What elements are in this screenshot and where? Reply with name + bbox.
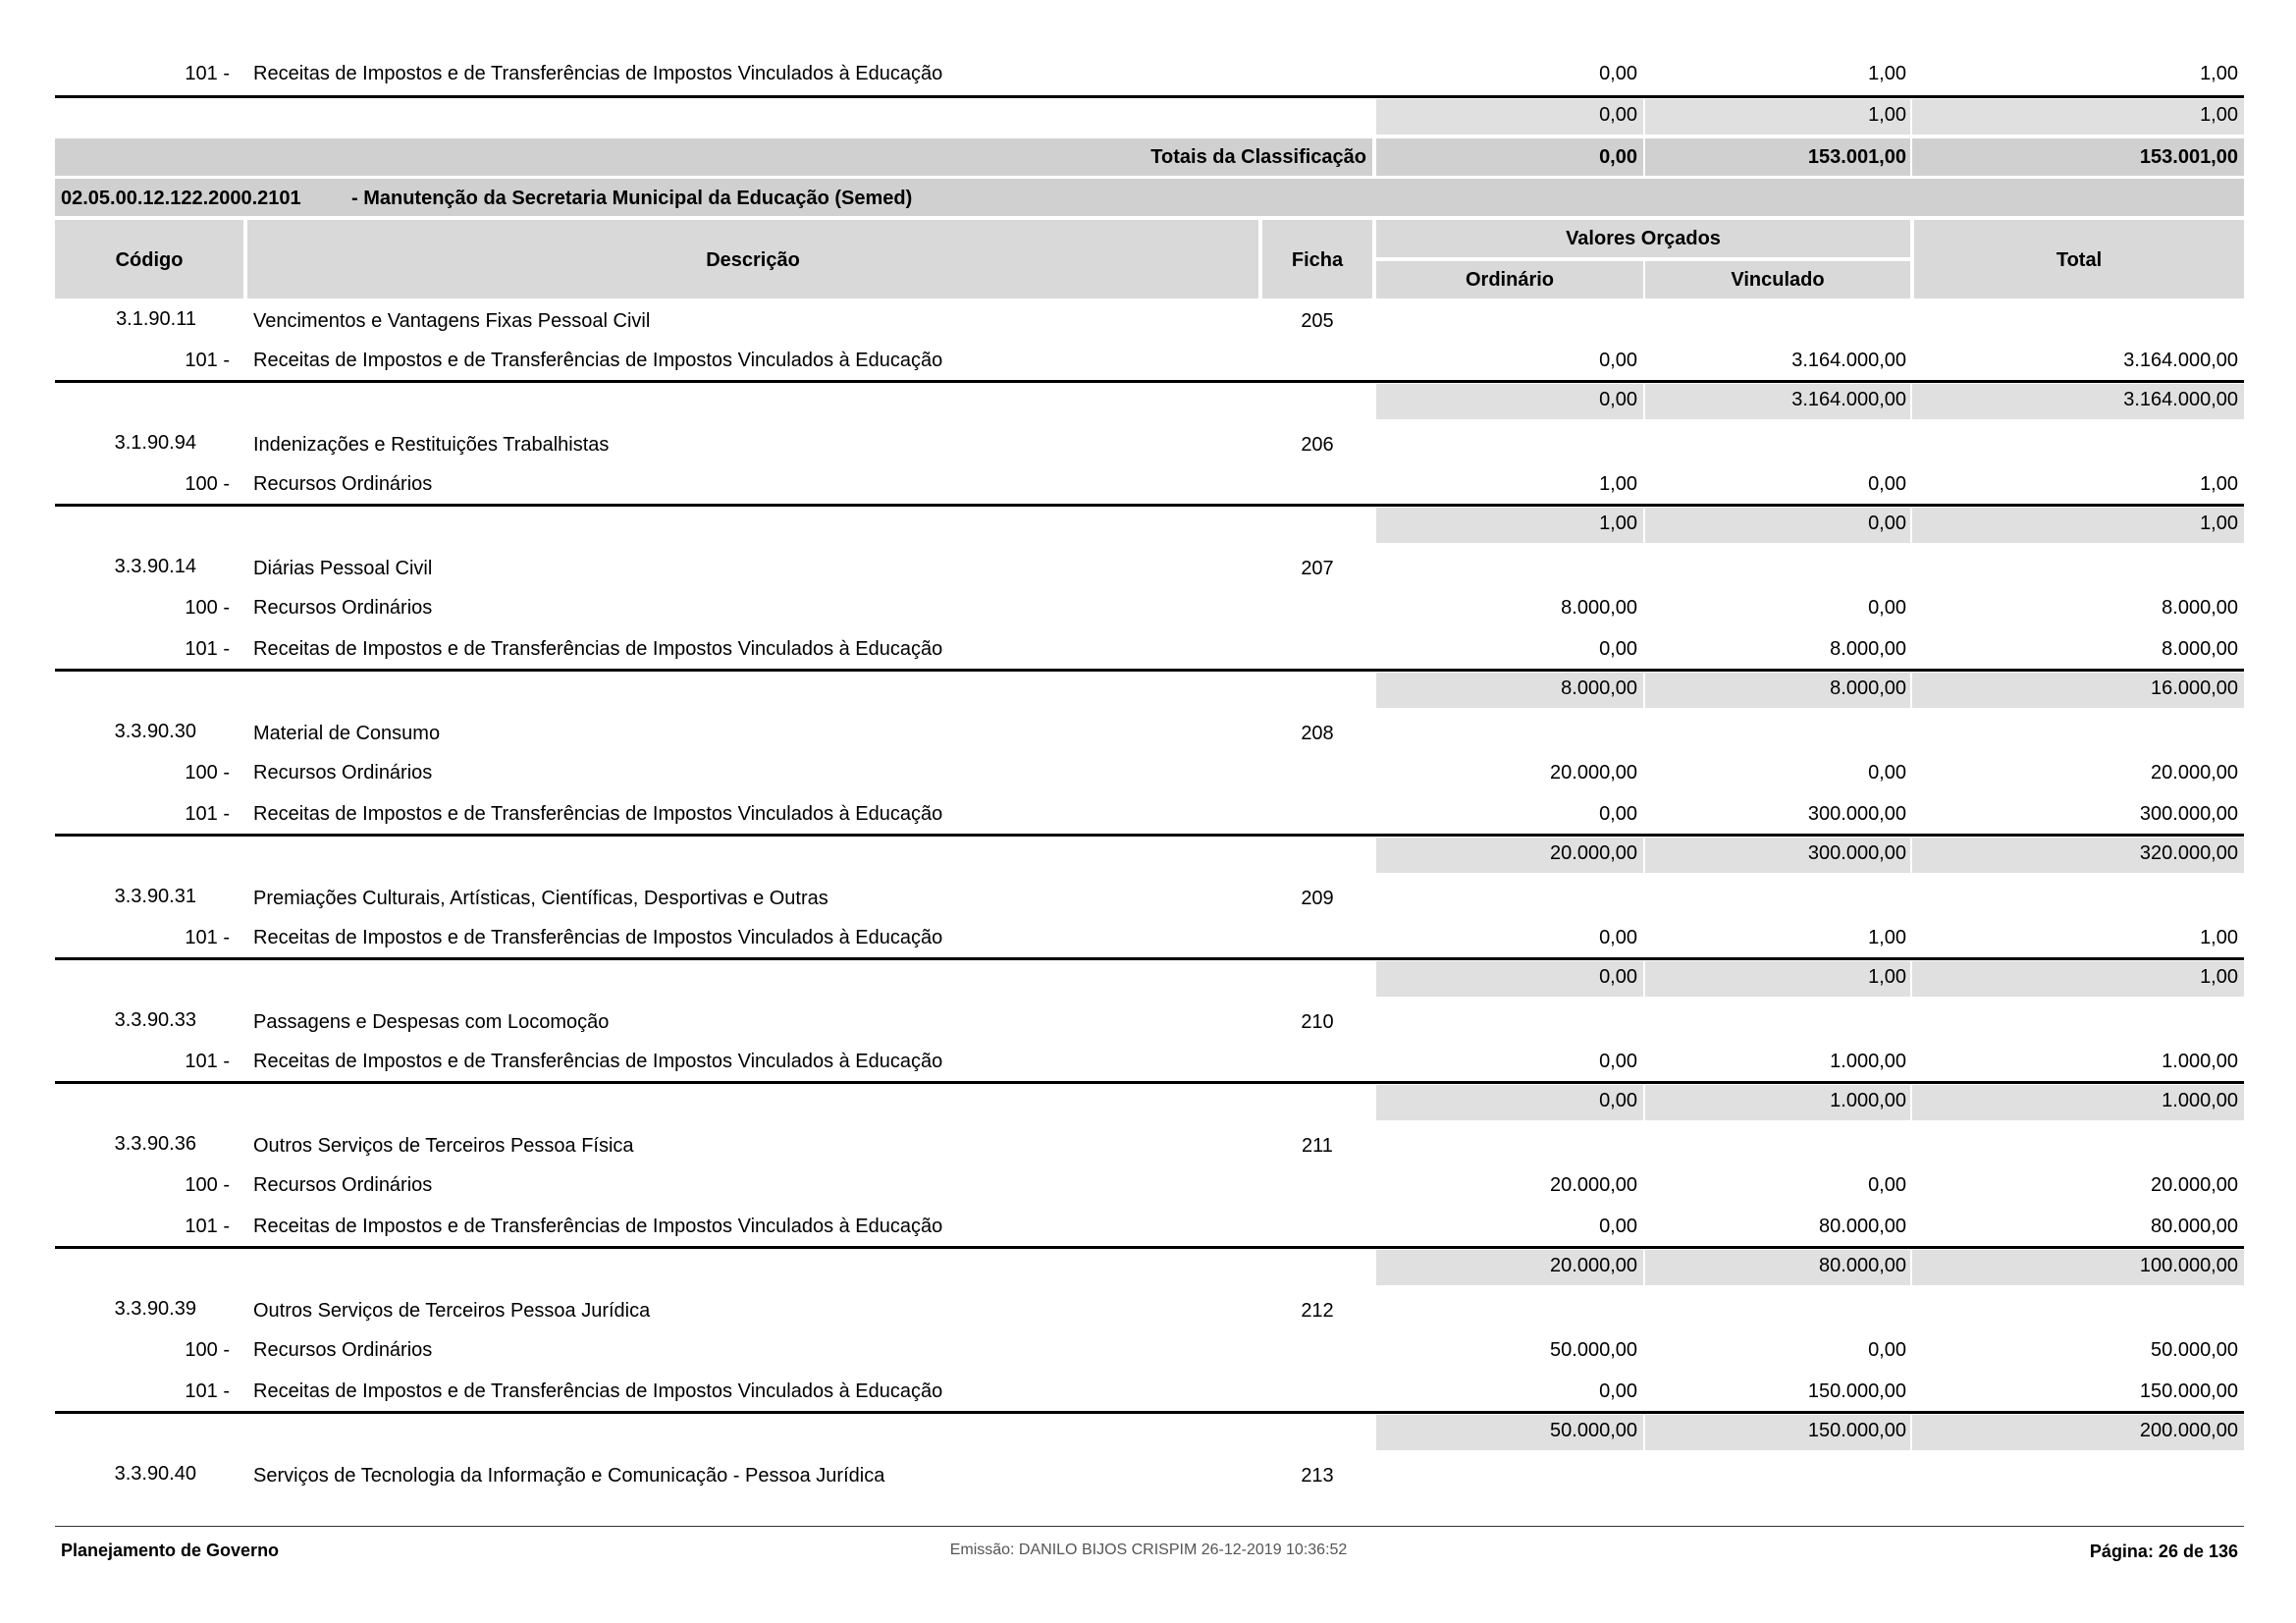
subtotal-total: 1.000,00 — [2162, 1090, 2238, 1111]
subtotal-vinculado: 0,00 — [1868, 513, 1906, 534]
divider — [55, 1081, 2244, 1084]
vinculado-value: 1.000,00 — [1830, 1051, 1906, 1072]
header-ficha: Ficha — [1291, 249, 1344, 271]
item-code: 3.1.90.11 — [116, 308, 196, 330]
subtotal-vinculado: 300.000,00 — [1807, 842, 1906, 864]
item-code: 3.3.90.30 — [114, 721, 196, 742]
item-ficha: 211 — [1302, 1135, 1333, 1157]
section-code: 02.05.00.12.122.2000.2101 — [61, 188, 301, 209]
source-description: Recursos Ordinários — [253, 473, 433, 495]
footer-emission: Emissão: DANILO BIJOS CRISPIM 26-12-2019 10:36:52 — [949, 1542, 1348, 1558]
totals-vinculado: 153.001,00 — [1807, 146, 1906, 168]
source-code: 101 - — [185, 63, 230, 84]
header-total: Total — [2056, 249, 2103, 271]
subtotal-total: 100.000,00 — [2139, 1255, 2238, 1276]
vinculado-value: 1,00 — [1868, 927, 1906, 948]
source-description: Receitas de Impostos e de Transferências de Impostos Vinculados à Educação — [253, 1051, 943, 1072]
ordinario-value: 0,00 — [1599, 1051, 1637, 1072]
item-code: 3.3.90.40 — [114, 1463, 196, 1485]
total-value: 8.000,00 — [2162, 597, 2238, 619]
total-value: 8.000,00 — [2162, 638, 2238, 660]
subtotal-vinculado: 80.000,00 — [1819, 1255, 1906, 1276]
header-valores-orcados: Valores Orçados — [1566, 228, 1721, 249]
ordinario-value: 1,00 — [1599, 473, 1637, 495]
source-description: Receitas de Impostos e de Transferências de Impostos Vinculados à Educação — [253, 1380, 943, 1402]
divider — [55, 95, 2244, 98]
subtotal-ordinario: 20.000,00 — [1550, 842, 1637, 864]
subtotal-ordinario: 8.000,00 — [1561, 677, 1637, 699]
subtotal-ordinario: 0,00 — [1599, 966, 1637, 988]
totals-ordinario: 0,00 — [1599, 146, 1637, 168]
vinculado-value: 0,00 — [1868, 597, 1906, 619]
ordinario-value: 0,00 — [1599, 1380, 1637, 1402]
footer-left: Planejamento de Governo — [61, 1541, 280, 1560]
total-value: 20.000,00 — [2151, 762, 2238, 784]
item-code: 3.3.90.14 — [114, 556, 196, 577]
item-description: Indenizações e Restituições Trabalhistas — [253, 434, 610, 456]
vinculado-value: 3.164.000,00 — [1791, 350, 1906, 371]
ordinario-value: 20.000,00 — [1550, 1174, 1637, 1196]
source-description: Receitas de Impostos e de Transferências de Impostos Vinculados à Educação — [253, 803, 943, 825]
total-value: 3.164.000,00 — [2123, 350, 2238, 371]
ordinario-value: 0,00 — [1599, 803, 1637, 825]
divider — [55, 669, 2244, 672]
item-description: Vencimentos e Vantagens Fixas Pessoal Civil — [253, 310, 651, 332]
subtotal-vinculado: 1.000,00 — [1830, 1090, 1906, 1111]
vinculado-value: 0,00 — [1868, 1174, 1906, 1196]
divider — [55, 1246, 2244, 1249]
ordinario-value: 8.000,00 — [1561, 597, 1637, 619]
totals-label: Totais da Classificação — [1150, 146, 1366, 168]
header-vinculado: Vinculado — [1731, 269, 1825, 291]
vinculado-value: 1,00 — [1868, 63, 1906, 84]
subtotal-vinculado: 150.000,00 — [1807, 1420, 1906, 1441]
subtotal-vinculado: 3.164.000,00 — [1791, 389, 1906, 410]
divider — [55, 834, 2244, 837]
item-ficha: 212 — [1301, 1300, 1334, 1322]
total-value: 1.000,00 — [2162, 1051, 2238, 1072]
source-code: 100 - — [185, 1339, 230, 1361]
subtotal-vinculado: 1,00 — [1868, 966, 1906, 988]
header-ordinario: Ordinário — [1465, 269, 1554, 291]
totals-total: 153.001,00 — [2139, 146, 2238, 168]
item-description: Diárias Pessoal Civil — [253, 558, 433, 579]
item-description: Premiações Culturais, Artísticas, Científicas, Desportivas e Outras — [253, 888, 828, 909]
subtotal-ordinario: 0,00 — [1599, 389, 1637, 410]
item-ficha: 205 — [1301, 310, 1334, 332]
subtotal-total: 1,00 — [2200, 104, 2238, 126]
total-value: 1,00 — [2200, 63, 2238, 84]
ordinario-value: 50.000,00 — [1550, 1339, 1637, 1361]
item-ficha: 206 — [1301, 434, 1334, 456]
ordinario-value: 0,00 — [1599, 1216, 1637, 1237]
vinculado-value: 80.000,00 — [1819, 1216, 1906, 1237]
vinculado-value: 300.000,00 — [1807, 803, 1906, 825]
total-value: 1,00 — [2200, 927, 2238, 948]
header-codigo: Código — [115, 249, 184, 271]
subtotal-total: 1,00 — [2200, 966, 2238, 988]
subtotal-total: 1,00 — [2200, 513, 2238, 534]
footer-divider — [55, 1526, 2244, 1527]
source-code: 101 - — [185, 927, 230, 948]
source-code: 101 - — [185, 1380, 230, 1402]
vinculado-value: 8.000,00 — [1830, 638, 1906, 660]
source-description: Receitas de Impostos e de Transferências de Impostos Vinculados à Educação — [253, 1216, 943, 1237]
subtotal-ordinario: 0,00 — [1599, 1090, 1637, 1111]
subtotal-vinculado: 1,00 — [1868, 104, 1906, 126]
divider — [55, 1411, 2244, 1414]
divider — [55, 504, 2244, 507]
ordinario-value: 0,00 — [1599, 350, 1637, 371]
item-ficha: 210 — [1301, 1011, 1334, 1033]
source-description: Recursos Ordinários — [253, 1174, 433, 1196]
source-code: 100 - — [185, 762, 230, 784]
source-code: 101 - — [185, 350, 230, 371]
total-value: 300.000,00 — [2139, 803, 2238, 825]
source-code: 101 - — [185, 803, 230, 825]
subtotal-ordinario: 50.000,00 — [1550, 1420, 1637, 1441]
subtotal-ordinario: 0,00 — [1599, 104, 1637, 126]
source-code: 100 - — [185, 597, 230, 619]
item-description: Outros Serviços de Terceiros Pessoa Jurídica — [253, 1300, 651, 1322]
source-code: 100 - — [185, 473, 230, 495]
total-value: 20.000,00 — [2151, 1174, 2238, 1196]
source-description: Receitas de Impostos e de Transferências de Impostos Vinculados à Educação — [253, 350, 943, 371]
vinculado-value: 0,00 — [1868, 762, 1906, 784]
item-code: 3.3.90.33 — [114, 1009, 196, 1031]
vinculado-value: 0,00 — [1868, 473, 1906, 495]
source-description: Receitas de Impostos e de Transferências de Impostos Vinculados à Educação — [253, 638, 943, 660]
item-code: 3.3.90.31 — [114, 886, 196, 907]
total-value: 1,00 — [2200, 473, 2238, 495]
subtotal-total: 3.164.000,00 — [2123, 389, 2238, 410]
item-ficha: 209 — [1301, 888, 1334, 909]
footer-page: Página: 26 de 136 — [2089, 1542, 2238, 1561]
item-code: 3.3.90.36 — [114, 1133, 196, 1155]
source-description: Receitas de Impostos e de Transferências de Impostos Vinculados à Educação — [253, 927, 943, 948]
item-code: 3.1.90.94 — [114, 432, 196, 454]
ordinario-value: 0,00 — [1599, 63, 1637, 84]
source-description: Receitas de Impostos e de Transferências de Impostos Vinculados à Educação — [253, 63, 943, 84]
subtotal-vinculado: 8.000,00 — [1830, 677, 1906, 699]
section-title: - Manutenção da Secretaria Municipal da Educação (Semed) — [351, 188, 913, 209]
ordinario-value: 0,00 — [1599, 927, 1637, 948]
item-description: Serviços de Tecnologia da Informação e Comunicação - Pessoa Jurídica — [253, 1465, 885, 1487]
subtotal-ordinario: 1,00 — [1599, 513, 1637, 534]
subtotal-total: 16.000,00 — [2151, 677, 2238, 699]
vinculado-value: 0,00 — [1868, 1339, 1906, 1361]
source-description: Recursos Ordinários — [253, 762, 433, 784]
item-description: Material de Consumo — [253, 723, 441, 744]
total-value: 80.000,00 — [2151, 1216, 2238, 1237]
total-value: 50.000,00 — [2151, 1339, 2238, 1361]
item-code: 3.3.90.39 — [114, 1298, 196, 1320]
ordinario-value: 0,00 — [1599, 638, 1637, 660]
ordinario-value: 20.000,00 — [1550, 762, 1637, 784]
source-description: Recursos Ordinários — [253, 1339, 433, 1361]
source-code: 101 - — [185, 1051, 230, 1072]
divider — [55, 957, 2244, 960]
item-description: Passagens e Despesas com Locomoção — [253, 1011, 610, 1033]
subtotal-ordinario: 20.000,00 — [1550, 1255, 1637, 1276]
header-descricao: Descrição — [706, 249, 800, 271]
total-value: 150.000,00 — [2139, 1380, 2238, 1402]
source-description: Recursos Ordinários — [253, 597, 433, 619]
subtotal-total: 320.000,00 — [2139, 842, 2238, 864]
item-ficha: 213 — [1301, 1465, 1334, 1487]
item-description: Outros Serviços de Terceiros Pessoa Física — [253, 1135, 634, 1157]
divider — [55, 380, 2244, 383]
source-code: 100 - — [185, 1174, 230, 1196]
subtotal-total: 200.000,00 — [2139, 1420, 2238, 1441]
vinculado-value: 150.000,00 — [1807, 1380, 1906, 1402]
item-ficha: 207 — [1301, 558, 1334, 579]
item-ficha: 208 — [1301, 723, 1334, 744]
source-code: 101 - — [185, 1216, 230, 1237]
source-code: 101 - — [185, 638, 230, 660]
